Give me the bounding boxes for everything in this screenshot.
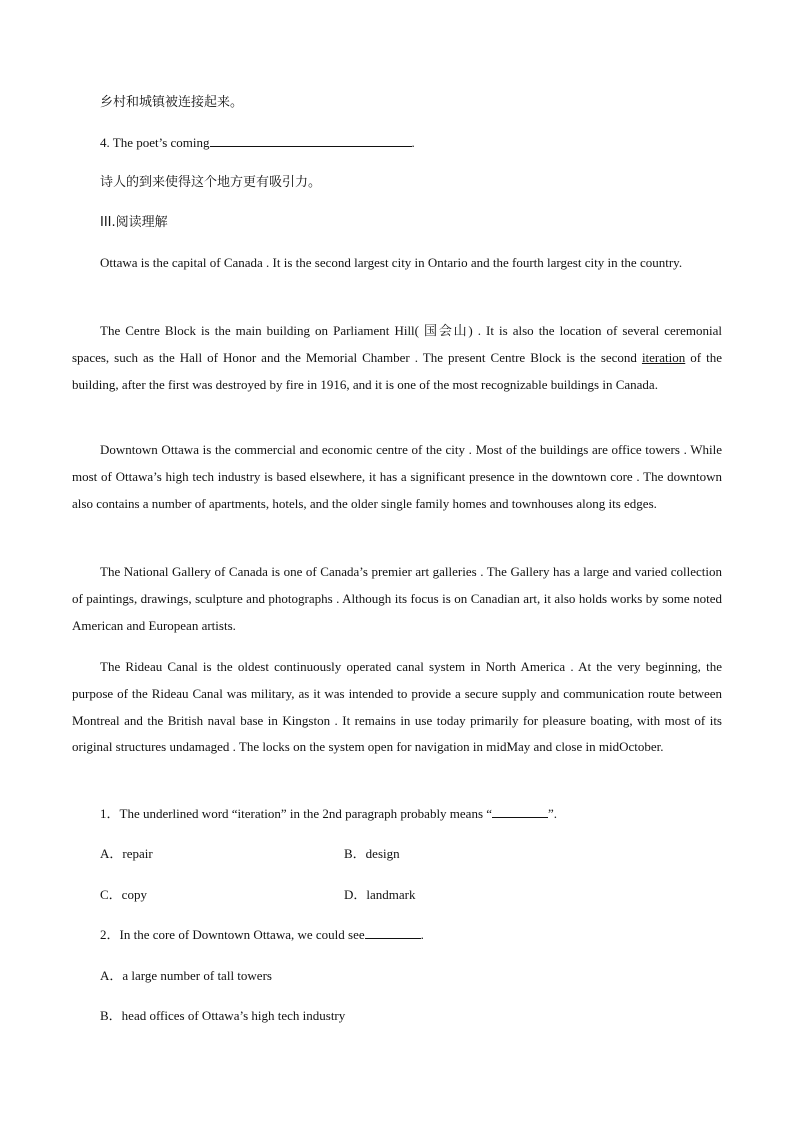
translation-4: 诗人的到来使得这个地方更有吸引力。 — [100, 175, 322, 190]
passage-paragraph-4: The National Gallery of Canada is one of Canada’s premier art galleries . The Gallery has a large and varied collection of paintings, drawings, sculpture and photographs . Although its focus is on Canadian art, it also holds works by some noted American and European artists. — [72, 564, 722, 633]
passage-paragraph-2 — [72, 318, 722, 398]
q2-answer-blank[interactable] — [365, 926, 421, 939]
q2-option-a[interactable]: A．a large number of tall towers — [100, 968, 272, 983]
q2-stem-before: 2．In the core of Downtown Ottawa, we could see — [100, 927, 365, 942]
passage-paragraph-5: The Rideau Canal is the oldest continuously operated canal system in North America . At the very beginning, the purpose of the Rideau Canal was military, as it was intended to provide a secure supply and communication route between Montreal and the British naval base in Kingston . It remains in use today primarily for pleasure boating, with most of its original structures undamaged . The locks on the system open for navigation in midMay and close in midOctober. — [72, 659, 722, 755]
q1-option-d[interactable]: D．landmark — [344, 887, 416, 902]
q1-answer-blank[interactable] — [492, 805, 548, 818]
fill-in-item-4 — [100, 133, 415, 153]
q1-option-b[interactable]: B．design — [344, 846, 400, 861]
q2-stem-after: . — [420, 927, 424, 942]
question-2-stem — [100, 925, 424, 945]
underlined-word: iteration — [641, 349, 686, 365]
p2-text-after: of the building, after the first was destroyed by fire in 1916, and it is one of the most recognizable buildings in Canada. — [72, 349, 722, 392]
q1-stem-after: ”. — [548, 806, 558, 821]
p2-text-before: The Centre Block is the main building on Parliament Hill( 国会山) . It is also the location of several ceremonial spaces, such as the Hall of Honor and the Memorial Chamber . The present Centre Block is the second — [72, 323, 722, 365]
q1-option-a[interactable]: A．repair — [100, 846, 153, 861]
passage-paragraph-1: Ottawa is the capital of Canada . It is the second largest city in Ontario and the fourth largest city in the country. — [100, 255, 683, 270]
q1-stem-before: 1．The underlined word “iteration” in the 2nd paragraph probably means “ — [100, 806, 493, 821]
translation-3: 乡村和城镇被连接起来。 — [100, 95, 244, 110]
section-title: III.阅读理解 — [100, 215, 168, 230]
answer-blank-4[interactable] — [210, 134, 412, 147]
item-4-suffix: . — [411, 135, 415, 150]
question-1-stem — [100, 804, 557, 824]
q2-option-b[interactable]: B．head offices of Ottawa’s high tech industry — [100, 1008, 346, 1023]
q1-option-c[interactable]: C．copy — [100, 887, 147, 902]
item-4-prefix: 4. The poet’s coming — [100, 135, 210, 150]
passage-paragraph-3: Downtown Ottawa is the commercial and economic centre of the city . Most of the buildings are office towers . While most of Ottawa’s high tech industry is based elsewhere, it has a significant presence in the downtown core . The downtown also contains a number of apartments, hotels, and the older single family homes and townhouses along its edges. — [72, 442, 722, 511]
